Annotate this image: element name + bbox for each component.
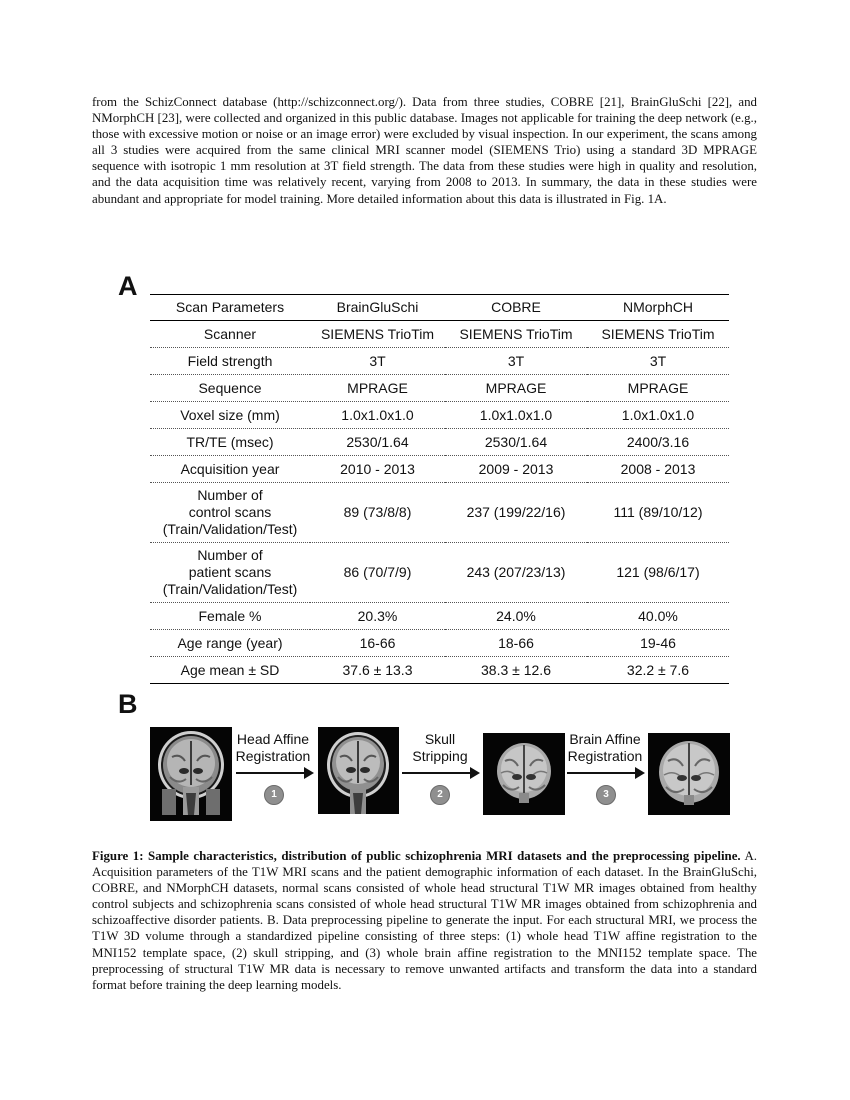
cell: 3T [587,348,729,375]
step-label-line: Registration [235,748,311,764]
registered-brain-image [648,733,730,815]
cell: 20.3% [310,603,445,630]
row-label: Age range (year) [150,630,310,657]
figure-caption [92,848,757,993]
step-1-label [218,731,328,765]
row-label-line: (Train/Validation/Test) [162,581,298,597]
table-row [150,543,729,603]
cell: 40.0% [587,603,729,630]
cell: 243 (207/23/13) [445,543,587,603]
cell: 2009 - 2013 [445,456,587,483]
cell: 1.0x1.0x1.0 [587,402,729,429]
row-label: Scanner [150,321,310,348]
cell: MPRAGE [445,375,587,402]
step-1-number-badge: 1 [264,785,284,805]
row-label [150,483,310,543]
row-label-line: (Train/Validation/Test) [162,521,298,537]
cell: 2530/1.64 [310,429,445,456]
row-label-line: Number of [197,547,263,563]
cell: 86 (70/7/9) [310,543,445,603]
cell: 16-66 [310,630,445,657]
cell: 18-66 [445,630,587,657]
row-label: Sequence [150,375,310,402]
pipeline-arrow-2 [402,772,478,774]
step-2-number-badge: 2 [430,785,450,805]
table-row [150,630,729,657]
table-row [150,657,729,684]
table-row [150,375,729,402]
row-label: Age mean ± SD [150,657,310,684]
pipeline-arrow-3 [567,772,643,774]
pipeline-arrow-1 [236,772,312,774]
scan-parameters-table [150,294,729,684]
row-label: Female % [150,603,310,630]
cell: 1.0x1.0x1.0 [445,402,587,429]
row-label-line: control scans [188,504,272,520]
cell: 19-46 [587,630,729,657]
cell: 111 (89/10/12) [587,483,729,543]
row-label: Voxel size (mm) [150,402,310,429]
table-row [150,603,729,630]
cell: 2400/3.16 [587,429,729,456]
table-row [150,429,729,456]
cell: 2010 - 2013 [310,456,445,483]
cell: 121 (98/6/17) [587,543,729,603]
caption-title: Figure 1: Sample characteristics, distribution of public schizophrenia MRI datasets and the preprocessing pipeline. [92,849,741,863]
header-brainbluschi: BrainGluSchi [310,295,445,321]
cell: 2530/1.64 [445,429,587,456]
intro-paragraph: from the SchizConnect database (http://schizconnect.org/). Data from three studies, COBRE [21], BrainGluSchi [22], and NMorphCH [23], were collected and organized in this public database. Images not applicable for training the deep network (e.g., those with excessive motion or noise or an image error) were excluded by visual inspection. In our experiment, the scans among all 3 studies were acquired from the same clinical MRI scanner model (SIEMENS Trio) using a standard 3D MPRAGE sequence with isotropic 1 mm resolution at 3T field strength. The data from these studies were high in quality and resolution, and the data acquisition time was relatively recent, varying from 2008 to 2013. In summary, the data in these studies were abundant and appropriate for model training. More detailed information about this data is illustrated in Fig. 1A. [92,95,757,206]
panel-b-label: B [118,689,138,719]
cell: 2008 - 2013 [587,456,729,483]
row-label-line: patient scans [188,564,272,580]
step-label-line: Head Affine [236,731,310,747]
table-row [150,456,729,483]
cell: 32.2 ± 7.6 [587,657,729,684]
table-row [150,483,729,543]
header-cobre: COBRE [445,295,587,321]
cell: 1.0x1.0x1.0 [310,402,445,429]
row-label-line: Number of [197,487,263,503]
cell: SIEMENS TrioTim [310,321,445,348]
cell: MPRAGE [310,375,445,402]
row-label: Field strength [150,348,310,375]
caption-text: A. Acquisition parameters of the T1W MRI scans and the patient demographic information of each dataset. In the BrainGluSchi, COBRE, and NMorphCH datasets, normal scans consisted of whole head structural T1W MR images obtained from healthy control subjects and schizophrenia scans consisted of whole head structural T1W MR images obtained from schizophrenia and schizoaffective disorder patients. B. Data preprocessing pipeline to generate the input. For each structural MRI, we process the T1W 3D volume through a standardized pipeline consisting of three steps: (1) whole head T1W affine registration to the MNI152 template space, (2) skull stripping, and (3) whole brain affine registration to the MNI152 template space. The preprocessing of structural T1W MR data is necessary to remove unwanted artifacts and transform the data into a standard format before training the deep learning models. [92,849,757,992]
row-label: TR/TE (msec) [150,429,310,456]
step-label-line: Skull [424,731,456,747]
cell: SIEMENS TrioTim [445,321,587,348]
table-header-row [150,295,729,321]
panel-a-label: A [118,271,138,301]
header-nmorphch: NMorphCH [587,295,729,321]
step-label-line: Brain Affine [569,731,641,747]
step-3-number-badge: 3 [596,785,616,805]
header-scan-parameters: Scan Parameters [150,295,310,321]
row-label: Acquisition year [150,456,310,483]
cell: MPRAGE [587,375,729,402]
step-2-label [385,731,495,765]
step-label-line: Stripping [412,748,468,764]
cell: 24.0% [445,603,587,630]
table-row [150,402,729,429]
cell: 237 (199/22/16) [445,483,587,543]
step-label-line: Registration [567,748,643,764]
cell: 89 (73/8/8) [310,483,445,543]
cell: 3T [310,348,445,375]
table-row [150,348,729,375]
cell: 38.3 ± 12.6 [445,657,587,684]
cell: 37.6 ± 13.3 [310,657,445,684]
table-row [150,321,729,348]
cell: SIEMENS TrioTim [587,321,729,348]
row-label [150,543,310,603]
step-3-label [550,731,660,765]
cell: 3T [445,348,587,375]
